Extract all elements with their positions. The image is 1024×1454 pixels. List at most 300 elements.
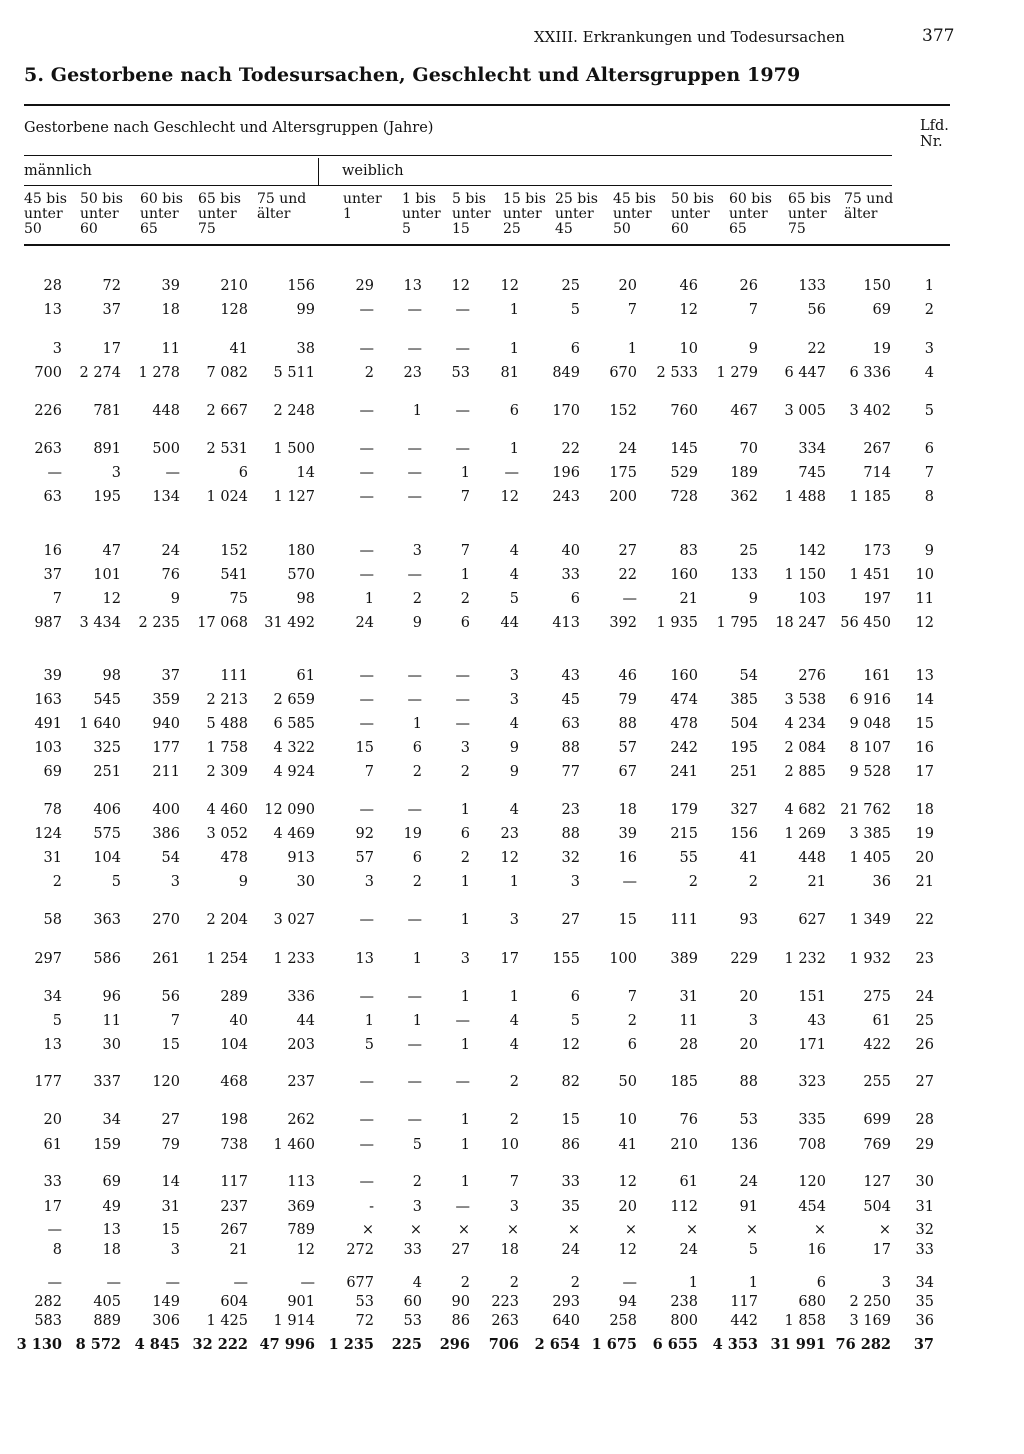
table-cell: 5	[52, 1013, 62, 1029]
table-cell: 15	[161, 1037, 180, 1053]
table-cell: —	[622, 1275, 637, 1291]
table-cell: 849	[552, 365, 580, 381]
table-cell: 706	[488, 1336, 519, 1353]
table-cell: 127	[863, 1174, 891, 1190]
table-cell: 12	[561, 1037, 580, 1053]
table-cell: —	[455, 341, 470, 357]
table-cell: 1	[509, 302, 519, 318]
table-cell: —	[455, 302, 470, 318]
row-number: 2	[924, 302, 934, 318]
table-cell: —	[165, 1275, 180, 1291]
table-cell: 2 531	[206, 441, 248, 457]
table-cell: 337	[93, 1074, 121, 1090]
table-cell: 10	[618, 1112, 637, 1128]
table-cell: 58	[43, 912, 62, 928]
table-cell: 6	[509, 403, 519, 419]
table-cell: 586	[93, 951, 121, 967]
table-cell: 98	[296, 591, 315, 607]
table-cell: 197	[863, 591, 891, 607]
table-cell: 3	[364, 874, 374, 890]
row-number: 37	[913, 1336, 934, 1353]
table-row	[0, 716, 1024, 736]
table-cell: 335	[798, 1112, 826, 1128]
table-cell: 1	[460, 874, 470, 890]
table-cell: 2	[52, 874, 62, 890]
table-cell: 2	[364, 365, 374, 381]
table-cell: 2	[412, 874, 422, 890]
table-cell: 13	[355, 951, 374, 967]
table-cell: 18	[161, 302, 180, 318]
table-cell: 1	[748, 1275, 758, 1291]
table-cell: 133	[798, 278, 826, 294]
table-cell: 504	[863, 1199, 891, 1215]
table-cell: 6 585	[273, 716, 315, 732]
table-cell: 15	[618, 912, 637, 928]
table-cell: 901	[287, 1294, 315, 1310]
table-row	[0, 543, 1024, 563]
table-cell: 504	[730, 716, 758, 732]
row-number: 19	[915, 826, 934, 842]
table-cell: —	[359, 403, 374, 419]
table-cell: 769	[863, 1137, 891, 1153]
table-cell: 41	[618, 1137, 637, 1153]
table-cell: 4 845	[134, 1336, 180, 1353]
table-cell: 40	[561, 543, 580, 559]
table-cell: 63	[561, 716, 580, 732]
table-cell: —	[359, 543, 374, 559]
table-cell: 1 150	[784, 567, 826, 583]
table-cell: ×	[457, 1222, 470, 1238]
table-cell: 500	[152, 441, 180, 457]
table-cell: 454	[798, 1199, 826, 1215]
table-cell: —	[233, 1275, 248, 1291]
table-cell: 2	[460, 764, 470, 780]
table-cell: 2	[412, 1174, 422, 1190]
table-cell: 7	[460, 489, 470, 505]
table-cell: 448	[152, 403, 180, 419]
table-cell: 12	[451, 278, 470, 294]
table-cell: 6	[412, 740, 422, 756]
table-cell: 2	[509, 1074, 519, 1090]
table-cell: 3 434	[79, 615, 121, 631]
table-cell: 173	[863, 543, 891, 559]
table-cell: 1 269	[784, 826, 826, 842]
table-cell: 6	[460, 615, 470, 631]
page-number: 377	[922, 26, 955, 46]
table-cell: 4	[509, 543, 519, 559]
table-cell: 33	[43, 1174, 62, 1190]
table-cell: 478	[670, 716, 698, 732]
table-cell: 156	[287, 278, 315, 294]
table-cell: 21	[229, 1242, 248, 1258]
table-cell: 210	[670, 1137, 698, 1153]
column-header: 50 bis unter 60	[671, 191, 714, 237]
column-header: 1 bis unter 5	[402, 191, 441, 237]
table-cell: 6 447	[784, 365, 826, 381]
table-cell: 20	[739, 989, 758, 1005]
lfd-nr-label: Lfd. Nr.	[920, 118, 949, 150]
table-cell: —	[359, 692, 374, 708]
table-cell: 275	[863, 989, 891, 1005]
table-cell: 1	[509, 874, 519, 890]
table-cell: 3 402	[849, 403, 891, 419]
table-cell: 94	[618, 1294, 637, 1310]
table-cell: 478	[220, 850, 248, 866]
table-cell: 69	[43, 764, 62, 780]
table-cell: 54	[739, 668, 758, 684]
table-cell: 69	[102, 1174, 121, 1190]
table-row	[0, 567, 1024, 587]
table-cell: 47	[102, 543, 121, 559]
table-cell: 306	[152, 1313, 180, 1329]
table-cell: 198	[220, 1112, 248, 1128]
table-cell: 336	[287, 989, 315, 1005]
table-cell: 263	[491, 1313, 519, 1329]
table-cell: 215	[670, 826, 698, 842]
table-cell: 760	[670, 403, 698, 419]
table-cell: 12	[500, 278, 519, 294]
table-cell: 46	[618, 668, 637, 684]
table-cell: 7	[627, 302, 637, 318]
row-number: 13	[915, 668, 934, 684]
table-cell: 262	[287, 1112, 315, 1128]
table-cell: 296	[439, 1336, 470, 1353]
table-cell: 1 675	[591, 1336, 637, 1353]
table-cell: 142	[798, 543, 826, 559]
table-cell: 104	[93, 850, 121, 866]
table-cell: 113	[287, 1174, 315, 1190]
table-cell: 22	[561, 441, 580, 457]
table-cell: 37	[43, 567, 62, 583]
table-cell: 8 107	[849, 740, 891, 756]
table-cell: 19	[872, 341, 891, 357]
table-cell: 55	[679, 850, 698, 866]
table-cell: —	[407, 802, 422, 818]
table-cell: 72	[102, 278, 121, 294]
table-cell: —	[359, 989, 374, 1005]
table-cell: ×	[878, 1222, 891, 1238]
table-cell: 70	[739, 441, 758, 457]
table-cell: 112	[670, 1199, 698, 1215]
table-cell: 31	[161, 1199, 180, 1215]
table-cell: 640	[552, 1313, 580, 1329]
table-cell: 124	[34, 826, 62, 842]
table-cell: 700	[34, 365, 62, 381]
table-cell: 7	[627, 989, 637, 1005]
row-number: 5	[924, 403, 934, 419]
table-row	[0, 1336, 1024, 1356]
table-cell: 9	[509, 740, 519, 756]
table-cell: 2	[460, 591, 470, 607]
table-cell: 237	[287, 1074, 315, 1090]
table-cell: 3	[52, 341, 62, 357]
table-cell: 4 469	[273, 826, 315, 842]
table-cell: 1 185	[849, 489, 891, 505]
table-cell: —	[359, 716, 374, 732]
table-cell: 491	[34, 716, 62, 732]
table-cell: 17 068	[197, 615, 248, 631]
table-row	[0, 912, 1024, 932]
table-cell: 334	[798, 441, 826, 457]
table-cell: 83	[679, 543, 698, 559]
table-cell: 1 233	[273, 951, 315, 967]
table-cell: 12	[500, 489, 519, 505]
table-cell: 728	[670, 489, 698, 505]
table-row	[0, 989, 1024, 1009]
table-cell: —	[455, 441, 470, 457]
table-cell: 72	[355, 1313, 374, 1329]
table-cell: 225	[391, 1336, 422, 1353]
table-cell: 28	[679, 1037, 698, 1053]
table-cell: 385	[730, 692, 758, 708]
table-cell: 5 488	[206, 716, 248, 732]
table-cell: 53	[355, 1294, 374, 1310]
table-row	[0, 802, 1024, 822]
table-cell: 467	[730, 403, 758, 419]
table-cell: 86	[561, 1137, 580, 1153]
table-cell: 31	[43, 850, 62, 866]
table-cell: 145	[670, 441, 698, 457]
table-cell: 267	[863, 441, 891, 457]
table-cell: 117	[220, 1174, 248, 1190]
table-cell: 14	[296, 465, 315, 481]
table-cell: 210	[220, 278, 248, 294]
table-cell: 1 127	[273, 489, 315, 505]
table-cell: 6	[238, 465, 248, 481]
table-cell: 180	[287, 543, 315, 559]
table-cell: 57	[355, 850, 374, 866]
table-cell: 99	[296, 302, 315, 318]
table-cell: 61	[679, 1174, 698, 1190]
table-cell: 43	[561, 668, 580, 684]
table-cell: 8 572	[75, 1336, 121, 1353]
table-cell: 30	[102, 1037, 121, 1053]
table-cell: 10	[500, 1137, 519, 1153]
table-row	[0, 1174, 1024, 1194]
table-cell: 1	[688, 1275, 698, 1291]
table-cell: ×	[745, 1222, 758, 1238]
table-cell: 23	[500, 826, 519, 842]
table-cell: 24	[679, 1242, 698, 1258]
table-cell: 6	[816, 1275, 826, 1291]
table-cell: 96	[102, 989, 121, 1005]
table-cell: 100	[609, 951, 637, 967]
table-cell: 25	[739, 543, 758, 559]
table-cell: 61	[872, 1013, 891, 1029]
table-cell: 3	[509, 1199, 519, 1215]
table-cell: ×	[624, 1222, 637, 1238]
table-cell: 289	[220, 989, 248, 1005]
table-cell: 13	[43, 302, 62, 318]
table-cell: 38	[296, 341, 315, 357]
table-cell: 155	[552, 951, 580, 967]
table-cell: 61	[296, 668, 315, 684]
table-cell: 3	[570, 874, 580, 890]
table-cell: 1 349	[849, 912, 891, 928]
table-cell: 22	[807, 341, 826, 357]
table-cell: 448	[798, 850, 826, 866]
table-cell: 211	[152, 764, 180, 780]
table-row	[0, 1037, 1024, 1057]
table-cell: 120	[798, 1174, 826, 1190]
table-cell: 267	[220, 1222, 248, 1238]
table-cell: 41	[739, 850, 758, 866]
table-cell: 136	[730, 1137, 758, 1153]
table-cell: 2 235	[138, 615, 180, 631]
row-number: 21	[915, 874, 934, 890]
table-row	[0, 1137, 1024, 1157]
table-cell: 4	[509, 567, 519, 583]
table-cell: 545	[93, 692, 121, 708]
table-cell: 913	[287, 850, 315, 866]
column-header: 60 bis unter 65	[729, 191, 772, 237]
table-cell: 293	[552, 1294, 580, 1310]
table-cell: 422	[863, 1037, 891, 1053]
table-cell: 159	[93, 1137, 121, 1153]
table-cell: 226	[34, 403, 62, 419]
table-cell: 7 082	[206, 365, 248, 381]
table-cell: 1	[460, 465, 470, 481]
table-row	[0, 951, 1024, 971]
table-cell: 9	[412, 615, 422, 631]
table-cell: 50	[618, 1074, 637, 1090]
table-cell: 3	[509, 692, 519, 708]
table-row	[0, 465, 1024, 485]
table-cell: 26	[739, 278, 758, 294]
table-cell: —	[359, 341, 374, 357]
table-cell: 1	[627, 341, 637, 357]
column-header: unter 1	[343, 191, 382, 222]
table-row	[0, 591, 1024, 611]
table-cell: 1 405	[849, 850, 891, 866]
table-cell: 56	[161, 989, 180, 1005]
table-cell: ×	[567, 1222, 580, 1238]
table-cell: 21	[679, 591, 698, 607]
row-number: 10	[915, 567, 934, 583]
table-row	[0, 740, 1024, 760]
row-number: 32	[915, 1222, 934, 1238]
table-row	[0, 1013, 1024, 1033]
table-cell: 3 169	[849, 1313, 891, 1329]
table-cell: —	[407, 465, 422, 481]
table-cell: 251	[730, 764, 758, 780]
table-cell: —	[106, 1275, 121, 1291]
row-number: 12	[915, 615, 934, 631]
table-cell: 63	[43, 489, 62, 505]
table-cell: 23	[403, 365, 422, 381]
table-cell: 23	[561, 802, 580, 818]
table-cell: 3 052	[206, 826, 248, 842]
table-cell: 2 667	[206, 403, 248, 419]
table-cell: —	[359, 465, 374, 481]
table-cell: 3	[460, 951, 470, 967]
table-cell: 2	[688, 874, 698, 890]
table-cell: 12	[296, 1242, 315, 1258]
table-cell: 203	[287, 1037, 315, 1053]
table-cell: —	[47, 1222, 62, 1238]
table-cell: —	[455, 1074, 470, 1090]
table-cell: 3	[170, 1242, 180, 1258]
group-label: Gestorbene nach Geschlecht und Altersgruppen (Jahre)	[24, 120, 434, 136]
table-cell: 1	[460, 989, 470, 1005]
table-cell: 160	[670, 668, 698, 684]
table-cell: 34	[102, 1112, 121, 1128]
row-number: 17	[915, 764, 934, 780]
table-row	[0, 668, 1024, 688]
row-number: 18	[915, 802, 934, 818]
column-header: 15 bis unter 25	[503, 191, 546, 237]
table-cell: 117	[730, 1294, 758, 1310]
table-cell: 11	[102, 1013, 121, 1029]
table-cell: 940	[152, 716, 180, 732]
row-number: 15	[915, 716, 934, 732]
table-cell: —	[359, 567, 374, 583]
table-cell: 7	[52, 591, 62, 607]
table-cell: 4 234	[784, 716, 826, 732]
table-row	[0, 1313, 1024, 1333]
table-cell: 327	[730, 802, 758, 818]
table-row	[0, 1074, 1024, 1094]
table-cell: 16	[618, 850, 637, 866]
table-cell: —	[455, 1199, 470, 1215]
table-cell: 4	[412, 1275, 422, 1291]
table-cell: —	[359, 441, 374, 457]
table-cell: 5	[364, 1037, 374, 1053]
table-cell: 3 005	[784, 403, 826, 419]
table-cell: 45	[561, 692, 580, 708]
table-row	[0, 341, 1024, 361]
table-cell: 474	[670, 692, 698, 708]
table-cell: 6 336	[849, 365, 891, 381]
table-cell: 88	[561, 740, 580, 756]
table-cell: 2 084	[784, 740, 826, 756]
row-number: 11	[915, 591, 934, 607]
table-cell: —	[359, 489, 374, 505]
table-cell: 37	[161, 668, 180, 684]
table-cell: 49	[102, 1199, 121, 1215]
table-cell: 33	[403, 1242, 422, 1258]
table-cell: 987	[34, 615, 62, 631]
table-cell: 4	[509, 802, 519, 818]
table-cell: 270	[152, 912, 180, 928]
table-cell: 31 492	[264, 615, 315, 631]
table-cell: —	[165, 465, 180, 481]
row-number: 16	[915, 740, 934, 756]
table-cell: 151	[798, 989, 826, 1005]
table-cell: 24	[161, 543, 180, 559]
table-cell: 28	[43, 278, 62, 294]
table-cell: 468	[220, 1074, 248, 1090]
table-cell: 34	[43, 989, 62, 1005]
table-cell: 53	[739, 1112, 758, 1128]
table-cell: 30	[296, 874, 315, 890]
table-cell: 13	[43, 1037, 62, 1053]
table-cell: 60	[403, 1294, 422, 1310]
table-cell: 67	[618, 764, 637, 780]
table-cell: 251	[93, 764, 121, 780]
table-cell: —	[359, 302, 374, 318]
table-cell: 7	[748, 302, 758, 318]
row-number: 24	[915, 989, 934, 1005]
table-cell: 1	[412, 403, 422, 419]
table-cell: 3	[170, 874, 180, 890]
table-cell: 17	[872, 1242, 891, 1258]
row-number: 14	[915, 692, 934, 708]
table-cell: 2	[460, 1275, 470, 1291]
table-cell: 1 500	[273, 441, 315, 457]
table-cell: 9 528	[849, 764, 891, 780]
column-header: 5 bis unter 15	[452, 191, 491, 237]
